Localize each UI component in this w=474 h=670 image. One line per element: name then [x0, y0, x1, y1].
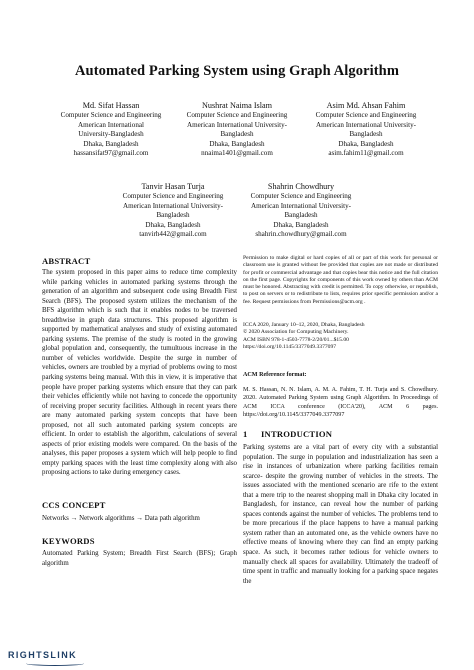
author-city: Dhaka, Bangladesh	[145, 220, 201, 229]
rightslink-logo[interactable]	[8, 649, 94, 667]
permission-notice: Permission to make digital or hard copies of all or part of this work for personal or classroom use is granted without fee provided that copies are not made or distributed for profit or commercial advantage and that copies bear this notice and the full citation on the first page. Copyrights for components of this work owned by others than ACM must be honored. Abstracting with credit is permitted. To copy otherwise, or republish, to post on servers or to redistribute to lists, requires prior specific permission and/or a fee. Request permissions from Permissions@acm.org .	[243, 255, 438, 305]
author-univ: University-Bangladesh	[78, 130, 144, 139]
author-univ: American International University-	[122, 201, 224, 210]
section-heading	[243, 429, 332, 439]
page-title: Automated Parking System using Graph Algorithm	[74, 63, 400, 79]
logo-arc-icon	[26, 661, 84, 666]
ccs-heading: CCS CONCEPT	[42, 500, 106, 510]
author-univ: Bangladesh	[220, 130, 254, 139]
author-city: Dhaka, Bangladesh	[273, 220, 329, 229]
author-univ: American International University-	[315, 120, 417, 129]
author-univ: American International	[78, 120, 144, 129]
author-city: Dhaka, Bangladesh	[83, 139, 139, 148]
author-email[interactable]: asim.fahim11@gmail.com	[328, 149, 404, 158]
keywords-text: Automated Parking System; Breadth First Search (BFS); Graph algorithm	[42, 550, 237, 567]
abstract-heading: ABSTRACT	[42, 256, 91, 266]
author-block	[286, 100, 446, 159]
author-dept: Computer Science and Engineering	[60, 111, 162, 119]
acm-reference-text: M. S. Hassan, N. N. Islam, A. M. A. Fahim, T. H. Turja and S. Chowdhury. 2020. Automated Parking System using Graph Algorithm. In Proceedings of ACM ICCA conference (ICCA'20), ACM 6 pages. https://doi.org/10.1145/3377049.3377097	[243, 387, 438, 418]
author-city: Dhaka, Bangladesh	[209, 139, 265, 148]
author-univ: Bangladesh	[156, 211, 190, 220]
author-univ: Bangladesh	[349, 130, 383, 139]
author-block	[221, 181, 381, 240]
author-name: Tanvir Hasan Turja	[141, 182, 205, 191]
isbn-line: ACM ISBN 978-1-4503-7778-2/20/01...$15.00	[243, 336, 349, 343]
author-univ: American International University-	[250, 201, 352, 210]
conference-line: ICCA 2020, January 10–12, 2020, Dhaka, Bangladesh	[243, 322, 365, 328]
author-name: Nushrat Naima Islam	[201, 101, 273, 110]
abstract-text: The system proposed in this paper aims to reduce time complexity while parking vehicles in automated parking systems through the generation of an algorithm and subsequent code using Breadth First Search (BFS). The proposed system utilizes the mechanism of the BFS algorithm which is such that it enables nodes to be traversed breadthwise in graph data structures. This proposed algorithm is supported by mathematical analyses and study of existing automated parking systems. The premise of the study is rooted in the growing global population and, consequently, the tumultuous increase in the number of vehicles worldwide. Despite the surge in number of vehicles, owners are troubled by a myriad of problems owing to most parking systems being manual. With this in view, it is imperative that people have proper parking systems which ensure that they can park their vehicles efficiently while not having to concede the opportunity of receiving proper security facilities. Although in recent years there are many automated parking system concepts that have been proposed, not all such automated parking system concepts are efficient. In order to establish the algorithm, calculations of several aspects of prior existing models were compared. On the basis of the analyses, this paper proposes a system which will help people to find empty parking spaces with the least time complexity along with also proposing actions to take during emergency cases.	[42, 269, 237, 477]
rightslink-logo-text: RIGHTSLINK	[8, 650, 77, 660]
author-email[interactable]: shahrin.chowdhury@gmail.com	[255, 230, 347, 239]
author-dept: Computer Science and Engineering	[250, 192, 352, 200]
section-number: 1	[243, 429, 248, 439]
copyright-line: © 2020 Association for Computing Machinery.	[243, 329, 349, 336]
author-univ: Bangladesh	[284, 211, 318, 220]
author-univ: American International University-	[186, 120, 288, 129]
conference-info	[243, 322, 443, 351]
introduction-text: Parking systems are a vital part of every city with a substantial population. The surge in population and industrialization has seen a rise in instances of urbanization where parking facilities remain scarce- despite the growing number of vehicles in the streets. The issues associated with the mentioned scenario are rife to the extent that a mere trip to the nearest shopping mall in Dhaka city located in Bangladesh, for instance, can reveal how the number of parking spaces contends against the number of vehicles. The problems tend to be more precarious if the place happens to have a manual parking system rather than an automated one, as the vehicle owners have no effective means of knowing where they can find an empty parking space. As such, it becomes rather tedious for vehicle owners to manually check all spaces for availability. Ultimately the tradeoff of time spent in traffic and manually looking for a parking space negates the	[243, 444, 438, 585]
acm-reference-heading: ACM Reference format:	[243, 372, 307, 378]
author-dept: Computer Science and Engineering	[186, 111, 288, 119]
author-name: Asim Md. Ahsan Fahim	[326, 101, 406, 110]
author-city: Dhaka, Bangladesh	[338, 139, 394, 148]
section-title: INTRODUCTION	[261, 429, 333, 439]
author-email[interactable]: hassansifat97@gmail.com	[73, 149, 149, 158]
doi-link[interactable]: https://doi.org/10.1145/3377049.3377097	[243, 343, 337, 350]
ccs-text: Networks → Network algorithms → Data path algorithm	[42, 515, 200, 522]
keywords-heading: KEYWORDS	[42, 536, 95, 546]
author-name: Shahrin Chowdhury	[267, 182, 335, 191]
author-email[interactable]: tanvirh442@gmail.com	[139, 230, 207, 239]
author-dept: Computer Science and Engineering	[122, 192, 224, 200]
author-dept: Computer Science and Engineering	[315, 111, 417, 119]
author-email[interactable]: nnaima1401@gmail.com	[201, 149, 273, 158]
author-name: Md. Sifat Hassan	[82, 101, 140, 110]
